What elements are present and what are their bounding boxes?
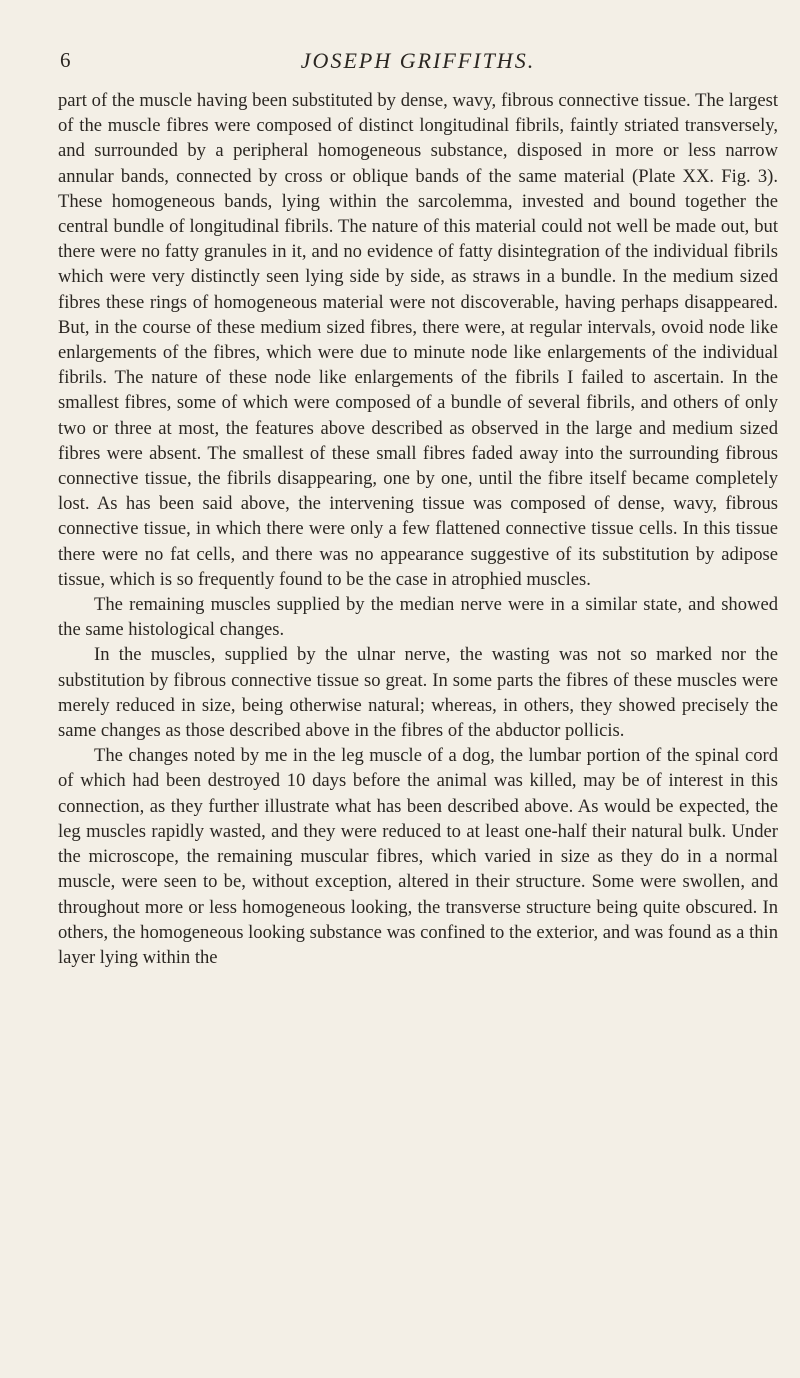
- body-text: [58, 88, 778, 970]
- page-number: 6: [60, 48, 71, 72]
- running-title: JOSEPH GRIFFITHS.: [300, 48, 536, 73]
- paragraph-3: In the muscles, supplied by the ulnar nerve, the wasting was not so marked nor the substitution by fibrous connective tissue so great. In some parts the fibres of these muscles were merely reduced in size, being otherwise natural; whereas, in others, they showed precisely the same changes as those described above in the fibres of the abductor pollicis.: [58, 644, 778, 742]
- page: [58, 48, 778, 970]
- paragraph-1: part of the muscle having been substituted by dense, wavy, fibrous connective tissue. The largest of the muscle fibres were composed of distinct longitudinal fibrils, faintly striated transversely, and surrounded by a peripheral homogeneous substance, disposed in more or less narrow annular bands, connected by cross or oblique bands of the same material (Plate XX. Fig. 3). These homogeneous bands, lying within the sarcolemma, invested and bound together the central bundle of longitudinal fibrils. The nature of this material could not well be made out, but there were no fatty granules in it, and no evidence of fatty disintegration of the individual fibrils which were very distinctly seen lying side by side, as straws in a bundle. In the medium sized fibres these rings of homogeneous material were not discoverable, having perhaps disappeared. But, in the course of these medium sized fibres, there were, at regular intervals, ovoid node like enlargements of the fibres, which were due to minute node like enlargements of the individual fibrils. The nature of these node like enlargements of the fibrils I failed to ascertain. In the smallest fibres, some of which were composed of a bundle of several fibrils, and others of only two or three at most, the features above described as observed in the large and medium sized fibres were absent. The smallest of these small fibres faded away into the surrounding fibrous connective tissue, the fibrils disappearing, one by one, until the fibre itself became completely lost. As has been said above, the intervening tissue was composed of dense, wavy, fibrous connective tissue, in which there were only a few flattened connective tissue cells. In this tissue there were no fat cells, and there was no appearance suggestive of its substitution by adipose tissue, which is so frequently found to be the case in atrophied muscles.: [58, 90, 778, 590]
- paragraph-2: The remaining muscles supplied by the median nerve were in a similar state, and showed the same histological changes.: [58, 594, 778, 641]
- running-head: [58, 48, 778, 84]
- paragraph-4: The changes noted by me in the leg muscle of a dog, the lumbar portion of the spinal cord of which had been destroyed 10 days before the animal was killed, may be of interest in this connection, as they further illustrate what has been described above. As would be expected, the leg muscles rapidly wasted, and they were reduced to at least one-half their natural bulk. Under the microscope, the remaining muscular fibres, which varied in size as they do in a normal muscle, were seen to be, without exception, altered in their structure. Some were swollen, and throughout more or less homogeneous looking, the transverse structure being quite obscured. In others, the homogeneous looking substance was confined to the exterior, and was found as a thin layer lying within the: [58, 745, 778, 968]
